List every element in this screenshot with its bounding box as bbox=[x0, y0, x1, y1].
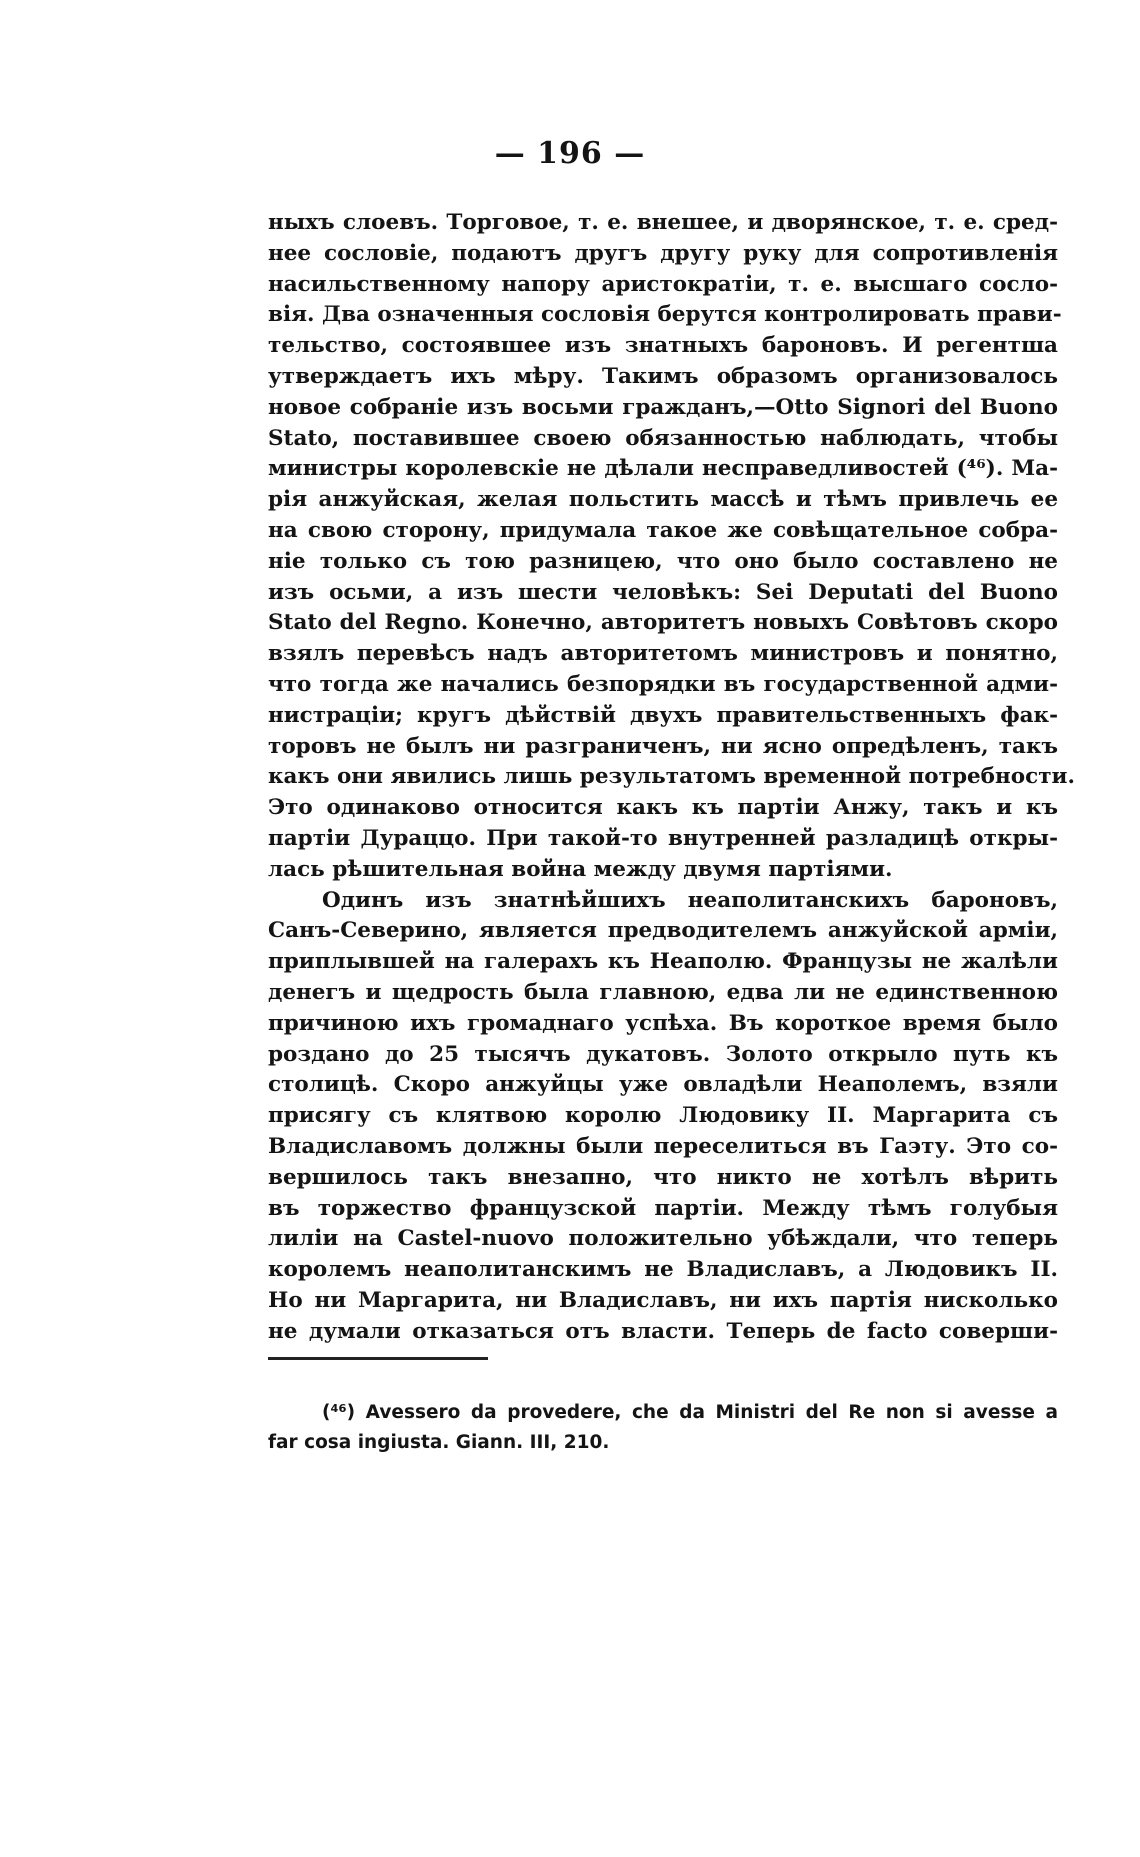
text-line: министры королевскіе не дѣлали несправедливостей (⁴⁶). Ма- bbox=[268, 456, 1058, 482]
text-line: взялъ перевѣсъ надъ авторитетомъ министровъ и понятно, bbox=[268, 641, 1058, 667]
text-line: вія. Два означенныя сословія берутся контролировать прави- bbox=[268, 302, 1062, 328]
text-line: какъ они явились лишь результатомъ временной потребности. bbox=[268, 764, 1075, 790]
text-line: ныхъ слоевъ. Торговое, т. е. внешее, и дворянское, т. е. сред- bbox=[268, 210, 1058, 235]
text-line: на свою сторону, придумала такое же совѣщательное собра- bbox=[268, 517, 1058, 543]
footnote-divider bbox=[268, 1357, 488, 1360]
text-line: вершилось такъ внезапно, что никто не хотѣлъ вѣрить bbox=[268, 1164, 1058, 1190]
text-line: тельство, состоявшее изъ знатныхъ бароновъ. И регентша bbox=[268, 333, 1058, 359]
text-line: что тогда же начались безпорядки въ государственной адми- bbox=[268, 671, 1058, 697]
text-line: изъ осьми, а изъ шести человѣкъ: Sei Deputati del Buono bbox=[268, 579, 1058, 605]
text-line: нее сословіе, подаютъ другъ другу руку для сопротивленія bbox=[268, 240, 1058, 266]
text-line: не думали отказаться отъ власти. Теперь de facto соверши- bbox=[268, 1318, 1058, 1344]
text-line: Но ни Маргарита, ни Владиславъ, ни ихъ партія нисколько bbox=[268, 1287, 1058, 1313]
text-line: Владиславомъ должны были переселиться въ Гаэту. Это со- bbox=[268, 1133, 1058, 1159]
text-line: партіи Дураццо. При такой-то внутренней разладицѣ откры- bbox=[268, 825, 1058, 851]
body-text bbox=[268, 208, 1075, 1347]
footnote-line: (⁴⁶) Avessero da provedere, che da Ministri del Re non si avesse a bbox=[322, 1402, 1058, 1423]
text-line: рія анжуйская, желая польстить массѣ и тѣмъ привлечь ее bbox=[268, 487, 1058, 513]
text-line: торовъ не былъ ни разграниченъ, ни ясно опредѣленъ, такъ bbox=[268, 733, 1058, 759]
paragraph-first-line: Одинъ изъ знатнѣйшихъ неаполитанскихъ бароновъ, bbox=[322, 887, 1058, 913]
text-line: присягу съ клятвою королю Людовику II. Маргарита съ bbox=[268, 1103, 1058, 1129]
footnote-line: far cosa ingiusta. Giann. III, 210. bbox=[268, 1432, 610, 1453]
text-line: лиліи на Castel-nuovo положительно убѣждали, что теперь bbox=[268, 1226, 1058, 1252]
text-line: причиною ихъ громаднаго успѣха. Въ короткое время было bbox=[268, 1010, 1058, 1036]
text-line: ніе только съ тою разницею, что оно было составлено не bbox=[268, 548, 1058, 574]
text-line: Stato, поставившее своею обязанностью наблюдать, чтобы bbox=[268, 425, 1058, 451]
text-line: въ торжество французской партіи. Между тѣмъ голубыя bbox=[268, 1195, 1058, 1221]
text-line: новое собраніе изъ восьми гражданъ,—Otto Signori del Buono bbox=[268, 394, 1058, 420]
text-line: Это одинаково относится какъ къ партіи Анжу, такъ и къ bbox=[268, 795, 1058, 821]
text-line: нистраціи; кругъ дѣйствій двухъ правительственныхъ фак- bbox=[268, 702, 1058, 728]
text-line: Санъ-Северино, является предводителемъ анжуйской арміи, bbox=[268, 918, 1058, 944]
text-line: насильственному напору аристократіи, т. е. высшаго сосло- bbox=[268, 271, 1058, 297]
footnote bbox=[268, 1398, 1058, 1458]
text-line: приплывшей на галерахъ къ Неаполю. Французы не жалѣли bbox=[268, 949, 1058, 975]
text-line: королемъ неаполитанскимъ не Владиславъ, а Людовикъ II. bbox=[268, 1257, 1058, 1283]
text-line: лась рѣшительная война между двумя партіями. bbox=[268, 856, 893, 882]
text-line: Stato del Regno. Конечно, авторитетъ новыхъ Совѣтовъ скоро bbox=[268, 610, 1058, 636]
text-line: денегъ и щедрость была главною, едва ли не единственною bbox=[268, 979, 1058, 1005]
text-line: утверждаетъ ихъ мѣру. Такимъ образомъ организовалось bbox=[268, 363, 1058, 389]
page-number: — 196 — bbox=[494, 136, 646, 171]
text-line: роздано до 25 тысячъ дукатовъ. Золото открыло путь къ bbox=[268, 1041, 1058, 1067]
text-line: столицѣ. Скоро анжуйцы уже овладѣли Неаполемъ, взяли bbox=[268, 1072, 1058, 1098]
